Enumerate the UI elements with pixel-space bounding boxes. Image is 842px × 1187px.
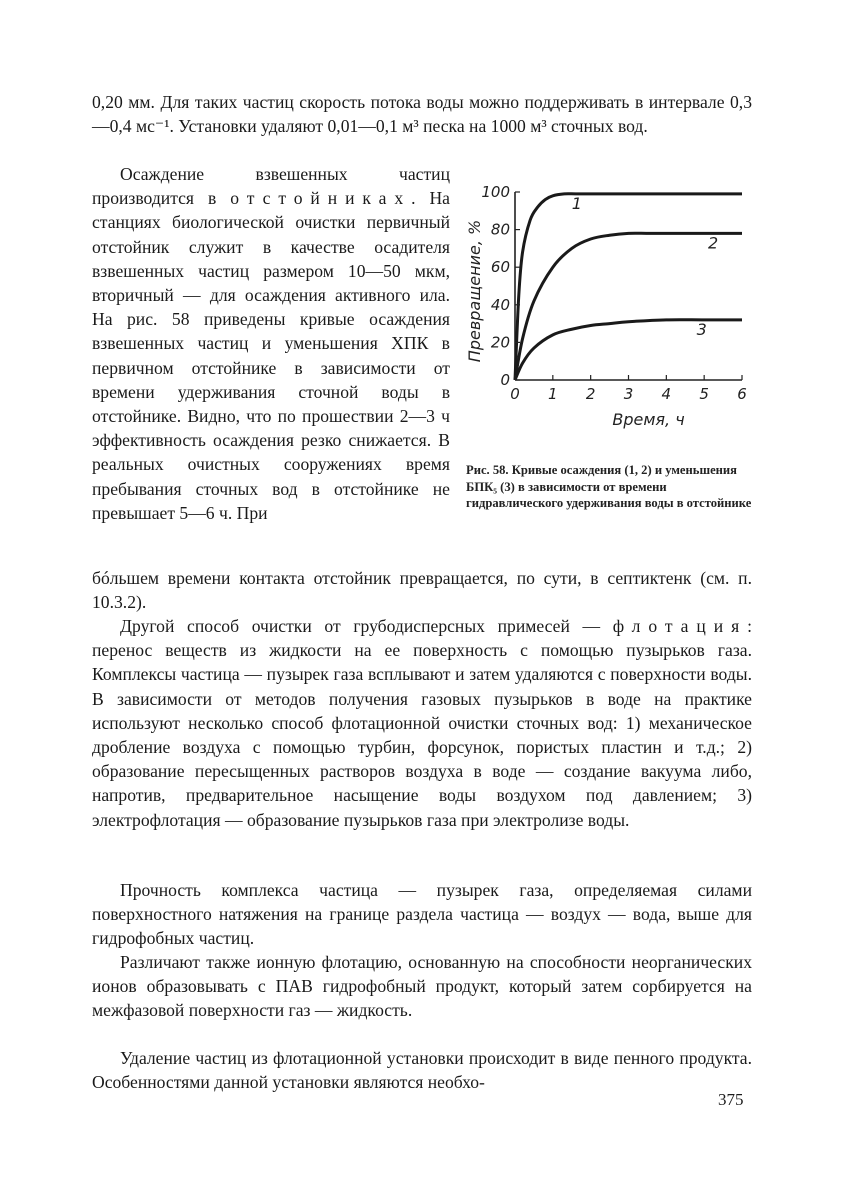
paragraph-complex-strength: Прочность комплекса частица — пузырек газа, определяемая силами поверхностного натяжения на границе раздела частица — воздух — вода, выше для гидрофобных частиц. <box>92 880 752 949</box>
caption-text: Кривые осаждения (1, 2) и уменьшения БПК₅ (3) в зависимости от времени гидравлического удерживания воды в отстойнике <box>466 463 752 510</box>
y-tick-label: 100 <box>481 183 510 201</box>
x-tick-label: 3 <box>623 385 634 403</box>
caption-prefix: Рис. 58. <box>466 463 509 477</box>
chart-series <box>515 194 742 380</box>
term-flotation: флотация <box>612 616 748 636</box>
x-tick-label: 2 <box>585 385 596 403</box>
x-tick-label: 6 <box>737 385 747 403</box>
figure-58-chart <box>458 180 758 440</box>
y-tick-label: 40 <box>490 295 510 314</box>
series-3-line <box>515 320 742 380</box>
term-settlers: отстойниках <box>230 188 412 209</box>
paragraph-ion-flotation: Различают также ионную флотацию, основанную на способности неорганических ионов образовывать с ПАВ гидрофобный продукт, который затем сорбируется на межфазовой поверхности газ — жидкость. <box>92 952 752 1021</box>
x-tick-label: 1 <box>548 385 558 403</box>
x-tick-label: 0 <box>510 385 520 403</box>
x-tick-label: 4 <box>661 385 672 403</box>
paragraph-sand-removal: 0,20 мм. Для таких частиц скорость потока воды можно поддерживать в интервале 0,3—0,4 мс⁻¹. Установки удаляют 0,01—0,1 м³ песка на 1000 м³ сточных вод. <box>92 92 752 137</box>
y-axis-label: Превращение, % <box>465 219 484 363</box>
series-1-label: 1 <box>571 193 582 213</box>
paragraph-settling-start: Осаждение взвешенных частиц производится в <box>92 164 450 209</box>
paragraph-froth-removal: Удаление частиц из флотационной установки происходит в виде пенного продукта. Особенностями данной установки являются необхо- <box>92 1048 752 1093</box>
series-1-line <box>515 194 742 380</box>
series-2-label: 2 <box>707 233 719 253</box>
paragraph-settling-continued: бóльшем времени контакта отстойник превращается, по сути, в септиктенк (см. п. 10.3.2). <box>92 568 752 613</box>
paragraph-flotation <box>92 614 752 832</box>
paragraph-settling <box>92 162 450 525</box>
figure-caption <box>466 462 756 512</box>
paragraph-flotation-rest: : перенос веществ из жидкости на ее поверхность с помощью пузырьков газа. Комплексы частица — пузырек газа всплывают и затем удаляются с поверхности воды. В зависимости от методов получения газовых пузырьков в воде на практике используют несколько способ флотационной очистки сточных вод: 1) механическое дробление воздуха с помощью турбин, форсунок, пористых пластин и т.д.; 2) образование пересыщенных растворов воздуха в воде — создание вакуума либо, напротив, предварительное насыщение воды воздухом под давлением; 3) электрофлотация — образование пузырьков газа при электролизе воды. <box>92 616 752 830</box>
x-axis-label: Время, ч <box>612 410 685 429</box>
x-tick-label: 5 <box>699 385 709 403</box>
settling-curves-chart <box>458 180 758 440</box>
page-number: 375 <box>718 1090 744 1109</box>
paragraph-flotation-start: Другой способ очистки от грубодисперсных примесей — <box>120 616 613 636</box>
paragraph-settling-rest: . На станциях биологической очистки первичный отстойник служит в качестве осадителя взвешенных частиц размером 10—50 мкм, вторичный — для осаждения активного ила. На рис. 58 приведены кривые осаждения взвешенных частиц и уменьшения ХПК в первичном отстойнике в зависимости от времени удерживания сточной воды в отстойнике. Видно, что по прошествии 2—3 ч эффективность осаждения резко снижается. В реальных очистных сооружениях время пребывания сточных вод в отстойнике не превышает 5—6 ч. При <box>92 188 450 523</box>
series-2-line <box>515 233 742 380</box>
series-3-label: 3 <box>696 319 707 339</box>
y-tick-label: 60 <box>490 258 510 277</box>
chart-ticks <box>481 183 746 403</box>
chart-axes <box>515 192 742 380</box>
y-tick-label: 20 <box>490 333 510 352</box>
y-tick-label: 80 <box>490 220 510 239</box>
y-tick-label: 0 <box>500 371 510 389</box>
